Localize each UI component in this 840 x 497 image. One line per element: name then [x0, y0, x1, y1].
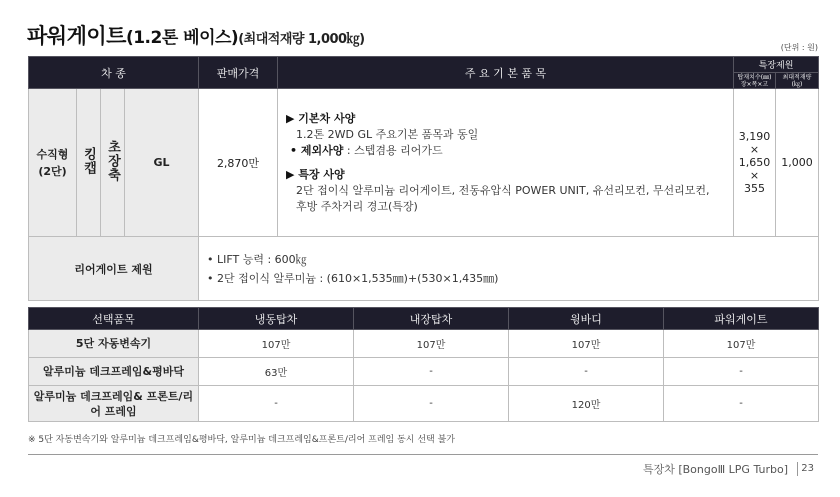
footer-label: [643, 461, 788, 477]
option-price: -: [354, 358, 509, 386]
option-price: -: [664, 358, 819, 386]
cell-cab: [77, 89, 101, 237]
option-price: -: [199, 386, 354, 422]
dim-width: 3,190: [738, 130, 771, 143]
options-table: [28, 307, 819, 422]
body-text: 초장축: [105, 140, 120, 182]
rear-gate-specs: [199, 237, 819, 301]
special-spec-line1: 2단 접이식 알루미늄 리어게이트, 전동유압식 POWER UNIT, 유선리모컨, 무선리모컨,: [296, 183, 710, 197]
option-price: 107만: [199, 330, 354, 358]
opt-header-box: 내장탑차: [354, 308, 509, 330]
cell-type: 수직형 (2단): [29, 89, 77, 237]
rear-gate-line1: • LIFT 능력 : 600㎏: [207, 252, 307, 266]
option-price: 107만: [509, 330, 664, 358]
option-price: -: [509, 358, 664, 386]
cell-items: [278, 89, 734, 237]
dim-length: 1,650: [738, 156, 771, 169]
rear-gate-line2: • 2단 접이식 알루미늄 : (610×1,535㎜)+(530×1,435㎜): [207, 271, 499, 285]
cell-trim: GL: [125, 89, 199, 237]
header-type: 차 종: [29, 57, 199, 89]
option-price: 107만: [354, 330, 509, 358]
cell-body: [101, 89, 125, 237]
header-weight: 최대적재량 (㎏): [776, 73, 819, 89]
title-extra: (최대적재량 1,000㎏): [238, 32, 365, 47]
option-name: 알루미늄 데크프레임&평바닥: [29, 358, 199, 386]
option-price: 63만: [199, 358, 354, 386]
opt-header-freezer: 냉동탑차: [199, 308, 354, 330]
opt-header-option: 선택품목: [29, 308, 199, 330]
dim-x1: ×: [749, 143, 760, 156]
page-title: [27, 20, 365, 50]
unit-note: (단위 : 원): [780, 43, 818, 52]
option-price: -: [354, 386, 509, 422]
base-spec-heading: ▶ 기본차 사양: [286, 111, 356, 125]
special-spec-line2: 후방 주차거리 경고(특장): [296, 199, 418, 213]
special-spec-heading: ▶ 특장 사양: [286, 167, 345, 181]
base-spec-line: 1.2톤 2WD GL 주요기본 품목과 동일: [296, 127, 479, 141]
cell-weight: 1,000: [776, 89, 819, 237]
footer-separator: [797, 462, 798, 476]
option-price: 120만: [509, 386, 664, 422]
removed-spec-heading: • 제외사양: [290, 143, 344, 157]
table-row: [29, 358, 819, 386]
header-price: 판매가격: [199, 57, 278, 89]
rear-gate-label: 리어게이트 제원: [29, 237, 199, 301]
header-items: 주 요 기 본 품 목: [278, 57, 734, 89]
table-row: [29, 386, 819, 422]
footnote: ※ 5단 자동변속기와 알루미늄 데크프레임&평바닥, 알루미늄 데크프레임&프론트/리어 프레임 동시 선택 불가: [28, 435, 455, 445]
footer-label-text: 특장차 [BongoⅢ LPG Turbo]: [642, 463, 788, 476]
option-price: -: [664, 386, 819, 422]
removed-spec: [286, 143, 725, 159]
cell-price: 2,870만: [199, 89, 278, 237]
table-row: [29, 330, 819, 358]
cab-text: 킹캡: [81, 147, 96, 175]
opt-header-powergate: 파워게이트: [664, 308, 819, 330]
option-name: 알루미늄 데크프레임& 프론트/리어 프레임: [29, 386, 199, 422]
title-paren: (1.2톤 베이스): [125, 28, 239, 48]
header-special: 특장제원: [734, 57, 819, 73]
dim-height: 355: [744, 182, 765, 195]
title-main: 파워게이트: [27, 24, 126, 48]
footer-divider: [28, 454, 818, 455]
spec-table: [28, 56, 819, 301]
option-price: 107만: [664, 330, 819, 358]
page-number: 23: [801, 463, 814, 474]
removed-spec-text: : 스텝겸용 리어가드: [343, 143, 443, 157]
dim-x2: ×: [749, 169, 760, 182]
option-name: 5단 자동변속기: [29, 330, 199, 358]
header-dim: 탑재치수(㎜) 장×폭×고: [734, 73, 776, 89]
opt-header-wing: 윙바디: [509, 308, 664, 330]
cell-dimension: [734, 89, 776, 237]
